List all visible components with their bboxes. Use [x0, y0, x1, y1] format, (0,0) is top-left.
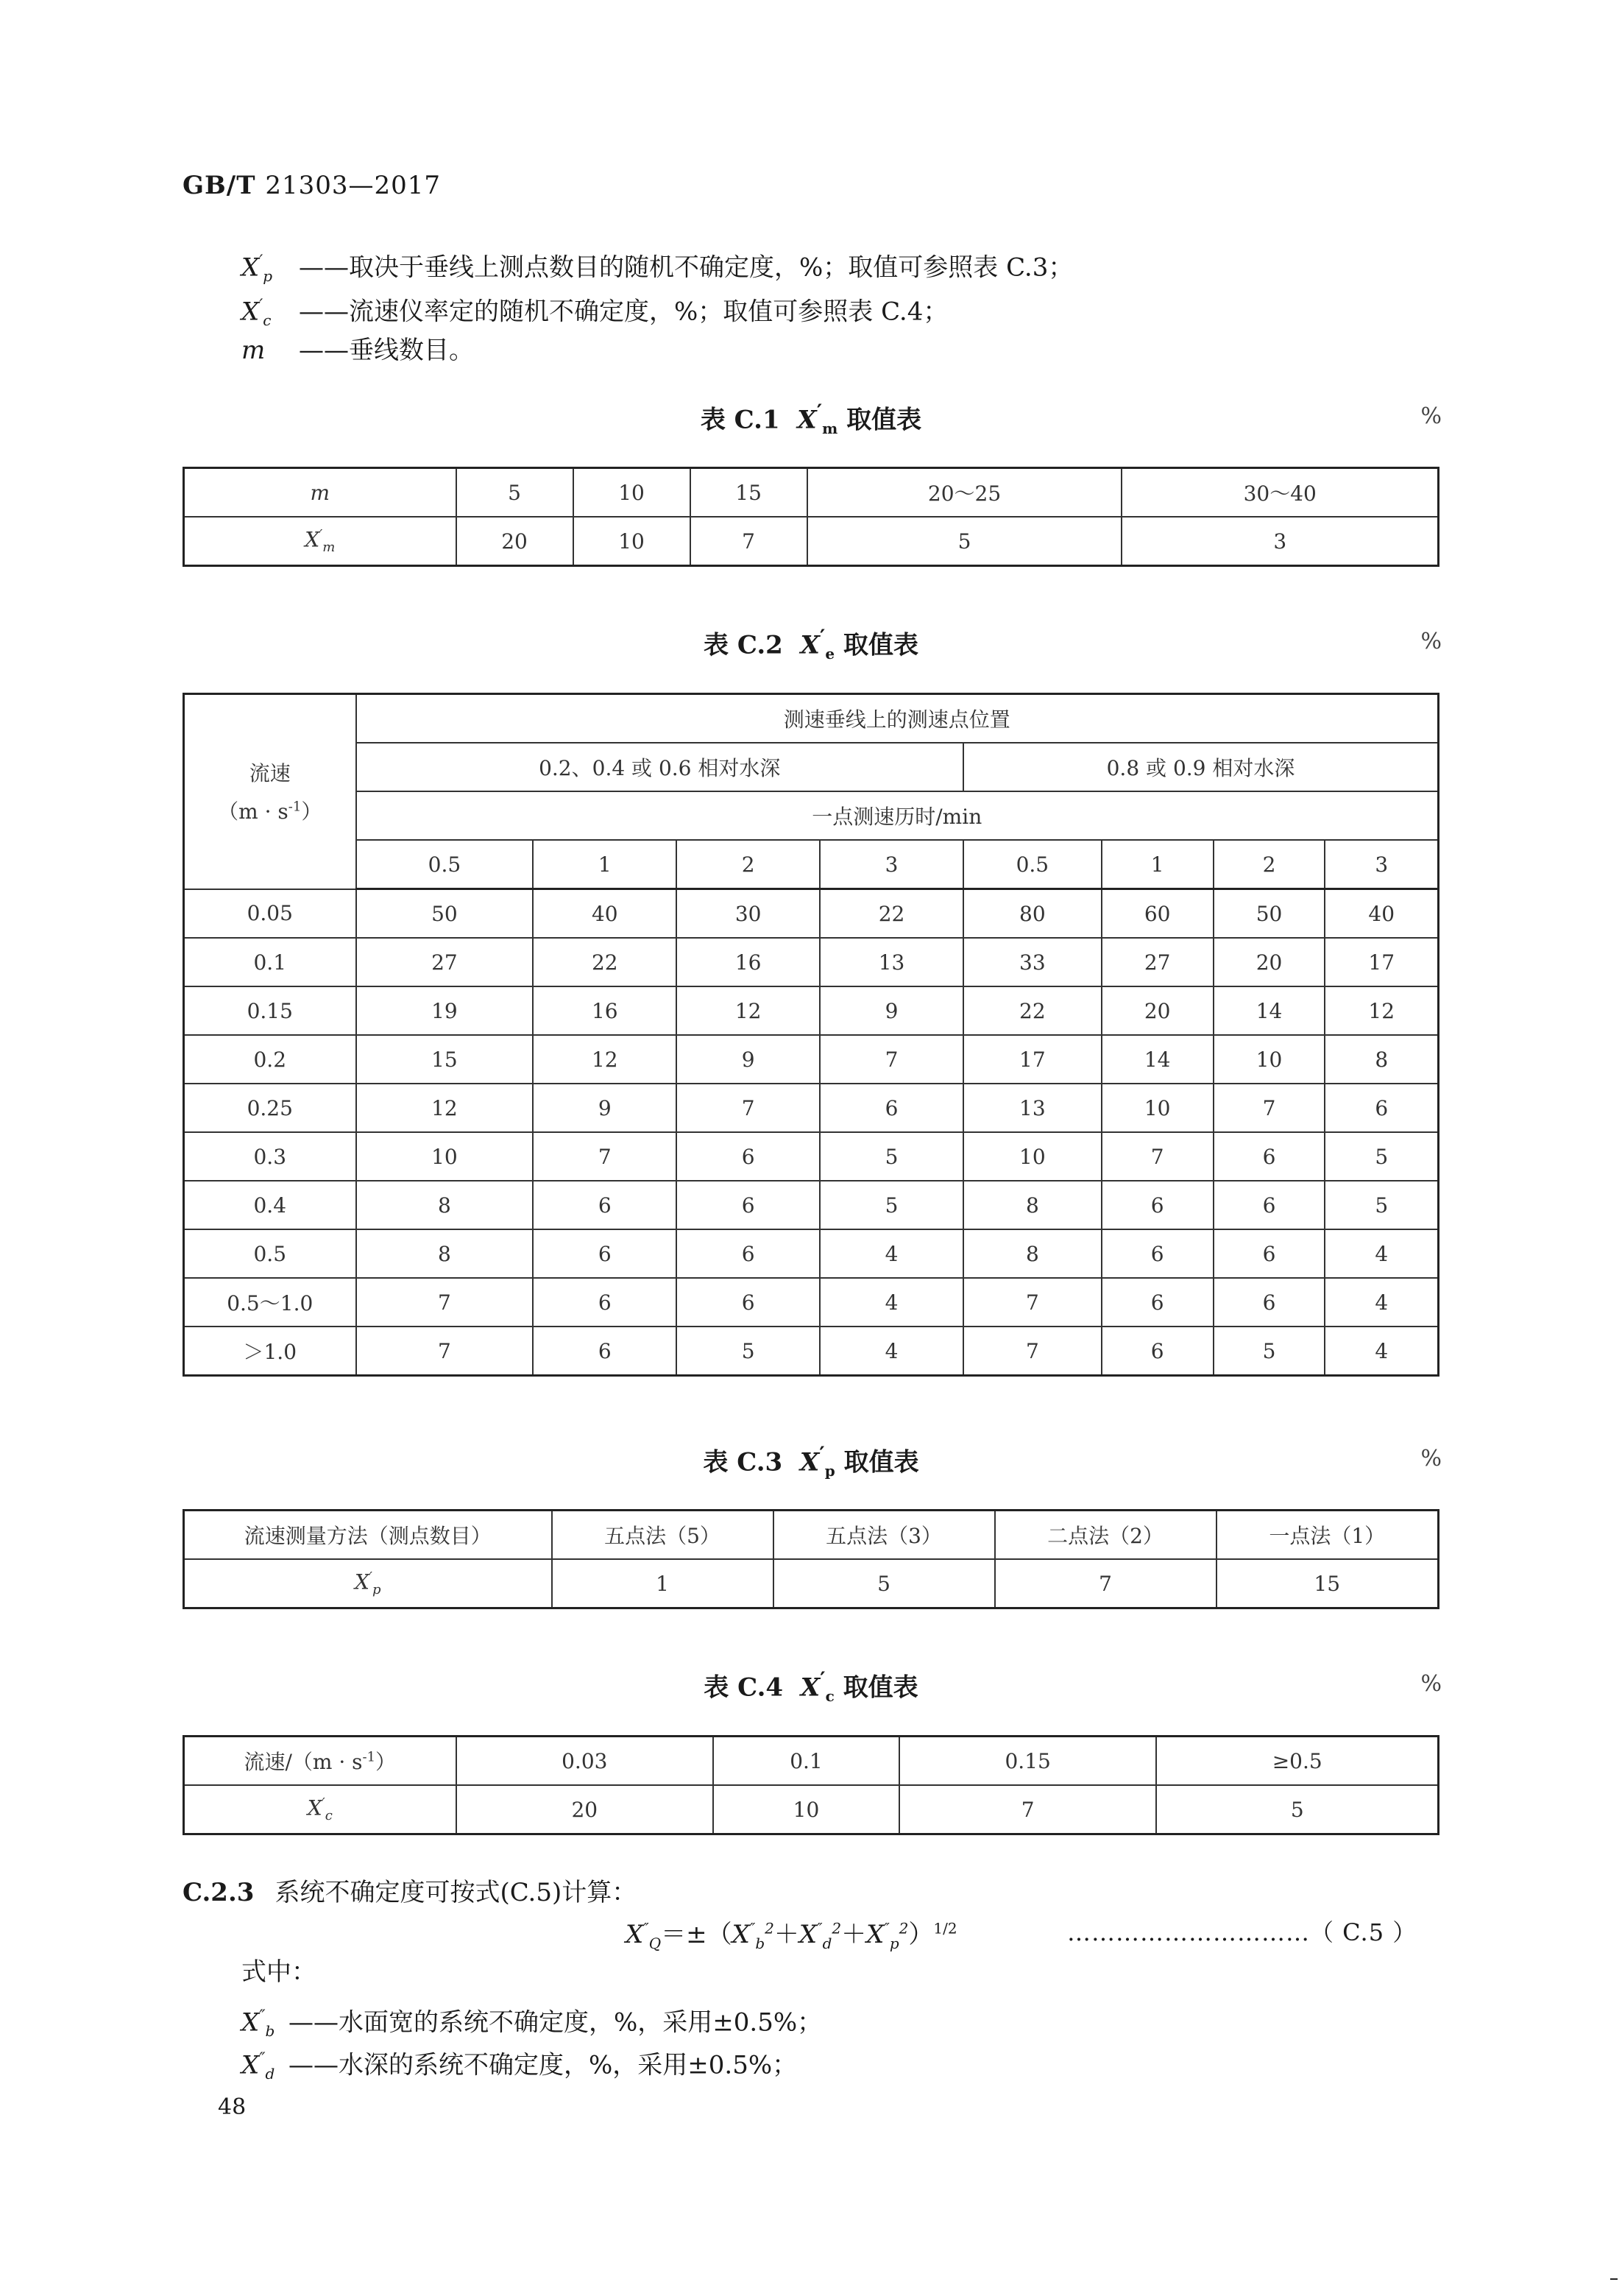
table-cell: 13 [963, 1084, 1102, 1132]
table-cell: 16 [676, 938, 820, 986]
table-cell: 50 [1214, 889, 1325, 939]
table-cell: 20～25 [807, 468, 1122, 518]
table-cell: 12 [356, 1084, 534, 1132]
table-c2-body [184, 889, 1439, 1376]
table-cell: 4 [1325, 1229, 1438, 1278]
table-cell: 6 [1102, 1181, 1214, 1229]
table-cell: 4 [820, 1327, 963, 1376]
standard-prefix: GB/T [183, 171, 256, 200]
definition-xc: $X'_c$ ——流速仪率定的随机不确定度，%；取值可参照表 C.4； [241, 297, 949, 330]
table-c4 [183, 1735, 1439, 1835]
table-cell: 8 [963, 1181, 1102, 1229]
page-number: 48 [218, 2094, 247, 2120]
table-cell: 8 [1325, 1035, 1438, 1084]
table-cell: 6 [820, 1084, 963, 1132]
table-c2 [183, 693, 1439, 1377]
table-cell: 5 [1325, 1132, 1438, 1181]
table-row [184, 1229, 1439, 1278]
table-row [184, 986, 1439, 1035]
table-cell: 7 [963, 1278, 1102, 1327]
unit-percent: % [1420, 1671, 1442, 1697]
table-c2-time: 0.5 [356, 840, 534, 889]
table-cell: 27 [1102, 938, 1214, 986]
table-cell: 12 [533, 1035, 676, 1084]
table-cell: 16 [533, 986, 676, 1035]
definition-xp: $X'_p$ ——取决于垂线上测点数目的随机不确定度，%；取值可参照表 C.3； [241, 252, 1074, 286]
table-cell: 5 [1214, 1327, 1325, 1376]
table-cell: 15 [1216, 1559, 1439, 1608]
table-cell: 4 [1325, 1327, 1438, 1376]
standard-code [183, 171, 441, 200]
table-cell: 6 [1214, 1132, 1325, 1181]
table-cell: 6 [676, 1229, 820, 1278]
table-cell: 9 [676, 1035, 820, 1084]
table-cell: 12 [1325, 986, 1438, 1035]
table-c2-speed: 0.25 [184, 1084, 356, 1132]
table-cell: 1 [552, 1559, 773, 1608]
table-c2-speed-header: 流速 $(m \cdot s^{-1})$ [184, 694, 356, 889]
table-c2-subheader-a: 0.2、0.4 或 0.6 相对水深 [356, 743, 963, 791]
table-cell: 7 [1214, 1084, 1325, 1132]
table-cell: 7 [820, 1035, 963, 1084]
table-cell: 22 [820, 889, 963, 939]
table-cell: 5 [807, 517, 1122, 566]
table-c2-speed: 0.4 [184, 1181, 356, 1229]
table-row [184, 1278, 1439, 1327]
table-row [184, 1327, 1439, 1376]
table-c2-speed: ＞1.0 [184, 1327, 356, 1376]
where-label: 式中： [241, 1957, 316, 1987]
table-c2-speed: 0.5 [184, 1229, 356, 1278]
table-cell: 5 [1156, 1785, 1438, 1834]
table-cell: ≥0.5 [1156, 1737, 1438, 1786]
table-cell: 20 [1102, 986, 1214, 1035]
table-cell: 5 [676, 1327, 820, 1376]
table-cell: 8 [356, 1181, 534, 1229]
table-cell: 5 [773, 1559, 995, 1608]
table-c3-caption: 表 C.3 $X'_p$ 取值表 [703, 1441, 919, 1480]
table-cell: 8 [356, 1229, 534, 1278]
table-c2-time: 2 [1214, 840, 1325, 889]
formula-number: …………………………（ C.5 ） [1067, 1918, 1417, 1946]
table-cell: 17 [963, 1035, 1102, 1084]
table-cell: 10 [1102, 1084, 1214, 1132]
table-c4-xc-label: $X'_c$ [184, 1785, 456, 1834]
table-cell: 40 [1325, 889, 1438, 939]
table-cell: 10 [713, 1785, 899, 1834]
table-cell: 7 [356, 1278, 534, 1327]
table-cell: 5 [456, 468, 573, 518]
table-c4-speed-header: 流速$/(m \cdot s^{-1})$ [184, 1737, 456, 1786]
table-row [184, 938, 1439, 986]
table-cell: 9 [820, 986, 963, 1035]
table-cell: 27 [356, 938, 534, 986]
table-cell: 3 [1122, 517, 1438, 566]
table-c2-speed: 0.1 [184, 938, 356, 986]
table-cell: 6 [1214, 1181, 1325, 1229]
table-cell: 6 [1102, 1229, 1214, 1278]
table-cell: 19 [356, 986, 534, 1035]
table-cell: 4 [820, 1278, 963, 1327]
table-cell: 4 [1325, 1278, 1438, 1327]
table-c3-xp-label: $X'_p$ [184, 1559, 552, 1608]
table-c2-time: 3 [820, 840, 963, 889]
table-cell: 一点法（1） [1216, 1511, 1439, 1560]
table-c2-time-header: 一点测速历时/min [356, 791, 1439, 840]
table-row [184, 889, 1439, 939]
table-cell: 12 [676, 986, 820, 1035]
table-row [184, 1132, 1439, 1181]
table-cell: 7 [995, 1559, 1216, 1608]
table-cell: 五点法（5） [552, 1511, 773, 1560]
table-cell: 9 [533, 1084, 676, 1132]
table-cell: 30 [676, 889, 820, 939]
table-c1-caption: 表 C.1 $X'_m$ 取值表 [700, 399, 922, 438]
table-cell: 6 [1102, 1278, 1214, 1327]
table-c4-caption: 表 C.4 $X'_c$ 取值表 [704, 1667, 918, 1706]
table-c2-speed: 0.05 [184, 889, 356, 939]
table-cell: 33 [963, 938, 1102, 986]
table-cell: 7 [356, 1327, 534, 1376]
table-cell: 7 [963, 1327, 1102, 1376]
table-cell: 6 [676, 1132, 820, 1181]
table-c3-method-header: 流速测量方法（测点数目） [184, 1511, 552, 1560]
table-cell: 80 [963, 889, 1102, 939]
table-c2-speed: 0.15 [184, 986, 356, 1035]
table-c2-speed: 0.3 [184, 1132, 356, 1181]
table-cell: 8 [963, 1229, 1102, 1278]
table-c2-time: 3 [1325, 840, 1438, 889]
table-c1-m-label: m [184, 468, 456, 518]
table-cell: 五点法（3） [773, 1511, 995, 1560]
table-cell: 50 [356, 889, 534, 939]
table-cell: 20 [456, 517, 573, 566]
table-c1 [183, 467, 1439, 567]
definition-xb: $X''_b$ ——水面宽的系统不确定度，%，采用±0.5%； [241, 2007, 823, 2041]
table-c2-time: 1 [533, 840, 676, 889]
table-cell: 10 [573, 517, 690, 566]
table-row [184, 1084, 1439, 1132]
table-c2-time: 1 [1102, 840, 1214, 889]
formula-c5: $X''_Q=\pm(X''_b^2+X''_d^2+X''_p^2)^{1/2}$ [626, 1919, 957, 1952]
section-c23 [183, 1872, 637, 1908]
table-c2-time: 0.5 [963, 840, 1102, 889]
table-c2-speed: 0.5～1.0 [184, 1278, 356, 1327]
table-c2-speed: 0.2 [184, 1035, 356, 1084]
unit-percent: % [1420, 403, 1442, 429]
corner-mark [1610, 2278, 1618, 2280]
table-cell: 14 [1102, 1035, 1214, 1084]
table-cell: 6 [533, 1181, 676, 1229]
table-cell: 60 [1102, 889, 1214, 939]
table-cell: 22 [533, 938, 676, 986]
table-c2-time: 2 [676, 840, 820, 889]
table-c2-subheader-b: 0.8 或 0.9 相对水深 [963, 743, 1439, 791]
table-cell: 20 [456, 1785, 714, 1834]
table-cell: 6 [1102, 1327, 1214, 1376]
table-cell: 10 [963, 1132, 1102, 1181]
section-number: C.2.3 [183, 1878, 255, 1907]
table-cell: 6 [676, 1278, 820, 1327]
table-cell: 6 [1325, 1084, 1438, 1132]
table-c3 [183, 1509, 1439, 1609]
table-cell: 7 [533, 1132, 676, 1181]
table-cell: 0.1 [713, 1737, 899, 1786]
table-cell: 22 [963, 986, 1102, 1035]
table-cell: 7 [690, 517, 807, 566]
table-cell: 6 [533, 1278, 676, 1327]
table-cell: 15 [356, 1035, 534, 1084]
table-cell: 10 [573, 468, 690, 518]
table-cell: 14 [1214, 986, 1325, 1035]
table-cell: 30～40 [1122, 468, 1438, 518]
section-text: 系统不确定度可按式(C.5)计算： [275, 1878, 637, 1907]
unit-percent: % [1420, 629, 1442, 654]
unit-percent: % [1420, 1446, 1442, 1472]
table-cell: 6 [1214, 1278, 1325, 1327]
table-cell: 7 [899, 1785, 1157, 1834]
table-cell: 6 [533, 1229, 676, 1278]
table-cell: 0.15 [899, 1737, 1157, 1786]
table-cell: 20 [1214, 938, 1325, 986]
table-cell: 15 [690, 468, 807, 518]
table-cell: 5 [1325, 1181, 1438, 1229]
table-cell: 17 [1325, 938, 1438, 986]
table-cell: 4 [820, 1229, 963, 1278]
table-cell: 7 [676, 1084, 820, 1132]
table-cell: 6 [1214, 1229, 1325, 1278]
table-cell: 0.03 [456, 1737, 714, 1786]
table-row [184, 1181, 1439, 1229]
table-c2-group-header: 测速垂线上的测速点位置 [356, 694, 1439, 743]
definition-xd: $X''_d$ ——水深的系统不确定度，%，采用±0.5%； [241, 2050, 798, 2083]
table-cell: 5 [820, 1132, 963, 1181]
definition-m: m ——垂线数目。 [241, 336, 474, 365]
table-cell: 5 [820, 1181, 963, 1229]
table-cell: 10 [1214, 1035, 1325, 1084]
standard-number: 21303—2017 [265, 171, 442, 200]
table-cell: 6 [533, 1327, 676, 1376]
table-cell: 二点法（2） [995, 1511, 1216, 1560]
table-cell: 40 [533, 889, 676, 939]
table-cell: 10 [356, 1132, 534, 1181]
table-c1-xm-label: $X'_m$ [184, 517, 456, 566]
table-cell: 7 [1102, 1132, 1214, 1181]
table-c2-caption: 表 C.2 $X'_e$ 取值表 [704, 624, 918, 663]
table-row [184, 1035, 1439, 1084]
table-cell: 13 [820, 938, 963, 986]
table-cell: 6 [676, 1181, 820, 1229]
